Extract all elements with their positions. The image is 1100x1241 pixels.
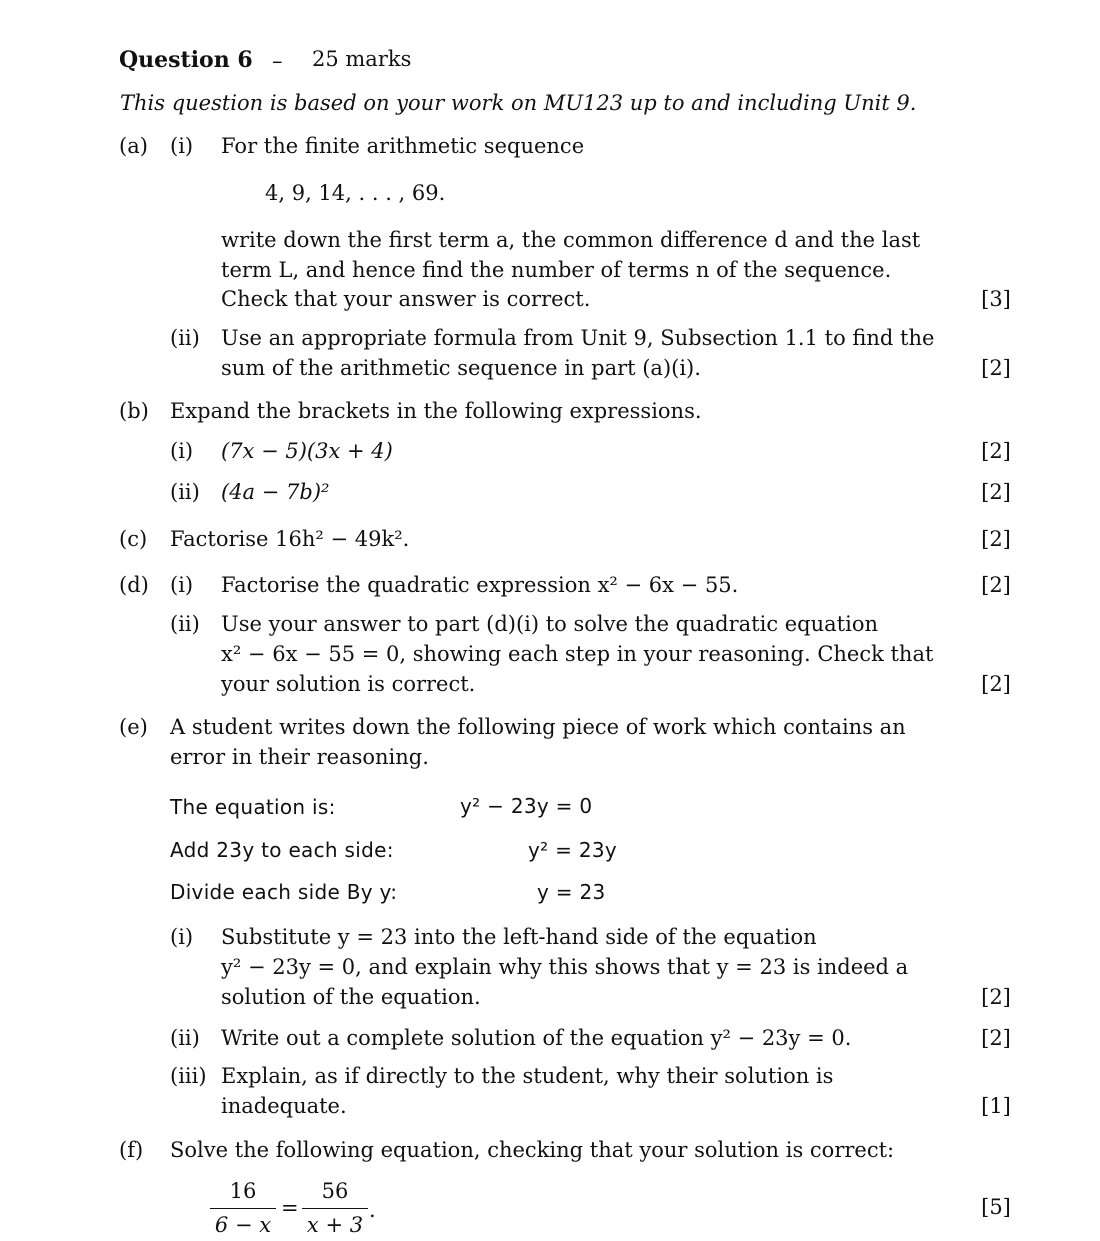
part-a-i-marks: [3] (981, 287, 1011, 311)
part-d-ii-line2: x² − 6x − 55 = 0, showing each step in your reasoning. Check that (221, 642, 934, 666)
part-d-ii-label: (ii) (170, 612, 200, 636)
part-a-i-line4: Check that your answer is correct. (221, 287, 591, 311)
part-b-label: (b) (119, 399, 149, 423)
rhs-numerator: 56 (302, 1181, 368, 1209)
part-e-iii-line1: Explain, as if directly to the student, why their solution is (221, 1064, 834, 1088)
part-e-ii-label: (ii) (170, 1026, 200, 1050)
part-a-i-line3: term L, and hence find the number of terms n of the sequence. (221, 258, 892, 282)
part-e-iii-line2: inadequate. (221, 1094, 347, 1118)
part-b-i-marks: [2] (981, 439, 1011, 463)
lhs-fraction (210, 1181, 276, 1236)
part-f-text: Solve the following equation, checking that your solution is correct: (170, 1138, 895, 1162)
rhs-denominator: x + 3 (306, 1213, 364, 1237)
part-e-i-label: (i) (170, 925, 194, 949)
part-e-i-line1: Substitute y = 23 into the left-hand side of the equation (221, 925, 817, 949)
arithmetic-sequence: 4, 9, 14, . . . , 69. (265, 181, 446, 205)
part-a-ii-label: (ii) (170, 326, 200, 350)
part-b-i-label: (i) (170, 439, 194, 463)
part-c-text: Factorise 16h² − 49k². (170, 527, 410, 551)
part-d-i-marks: [2] (981, 573, 1011, 597)
lhs-denominator: 6 − x (214, 1213, 272, 1237)
student-work-label: Add 23y to each side: (170, 838, 394, 862)
part-d-i-text: Factorise the quadratic expression x² − 6x − 55. (221, 573, 739, 597)
part-d-ii-line1: Use your answer to part (d)(i) to solve the quadratic equation (221, 612, 878, 636)
part-b-ii-expr: (4a − 7b)² (221, 480, 330, 504)
student-work-equation: y = 23 (537, 880, 606, 904)
part-d-i-label: (i) (170, 573, 194, 597)
part-a-i-line1: For the finite arithmetic sequence (221, 134, 585, 158)
part-e-ii-text: Write out a complete solution of the equation y² − 23y = 0. (221, 1026, 852, 1050)
part-a-ii-line1: Use an appropriate formula from Unit 9, Subsection 1.1 to find the (221, 326, 935, 350)
part-e-label: (e) (119, 715, 148, 739)
question-title: Question 6 (119, 47, 253, 73)
part-d-ii-marks: [2] (981, 672, 1011, 696)
part-b-text: Expand the brackets in the following expressions. (170, 399, 702, 423)
part-b-i-expr: (7x − 5)(3x + 4) (221, 439, 393, 463)
part-d-ii-line3: your solution is correct. (221, 672, 476, 696)
part-d-label: (d) (119, 573, 149, 597)
student-work-label: The equation is: (170, 795, 336, 819)
part-c-marks: [2] (981, 527, 1011, 551)
part-b-ii-label: (ii) (170, 480, 200, 504)
part-e-i-line3: solution of the equation. (221, 985, 481, 1009)
part-b-ii-marks: [2] (981, 480, 1011, 504)
part-e-ii-marks: [2] (981, 1026, 1011, 1050)
rhs-fraction (302, 1181, 368, 1236)
part-e-iii-marks: [1] (981, 1094, 1011, 1118)
part-e-line1: A student writes down the following piece of work which contains an (170, 715, 906, 739)
equation-period: . (369, 1198, 376, 1222)
intro-text: This question is based on your work on MU123 up to and including Unit 9. (120, 91, 917, 115)
part-a-ii-line2: sum of the arithmetic sequence in part (a)(i). (221, 356, 701, 380)
part-c-label: (c) (119, 527, 148, 551)
part-e-i-marks: [2] (981, 985, 1011, 1009)
question-marks: 25 marks (312, 47, 412, 71)
part-a-i-label: (i) (170, 134, 194, 158)
title-dash: – (272, 49, 283, 73)
lhs-numerator: 16 (210, 1181, 276, 1209)
student-work-label: Divide each side By y: (170, 880, 398, 904)
part-a-i-line2: write down the first term a, the common difference d and the last (221, 228, 921, 252)
part-f-label: (f) (119, 1138, 144, 1162)
part-e-line2: error in their reasoning. (170, 745, 429, 769)
part-e-iii-label: (iii) (170, 1064, 207, 1088)
student-work-equation: y² − 23y = 0 (460, 794, 593, 818)
part-a-label: (a) (119, 134, 148, 158)
part-a-ii-marks: [2] (981, 356, 1011, 380)
part-f-marks: [5] (981, 1195, 1011, 1219)
student-work-equation: y² = 23y (528, 838, 618, 862)
equals-sign: = (281, 1196, 299, 1220)
part-e-i-line2: y² − 23y = 0, and explain why this shows that y = 23 is indeed a (221, 955, 909, 979)
